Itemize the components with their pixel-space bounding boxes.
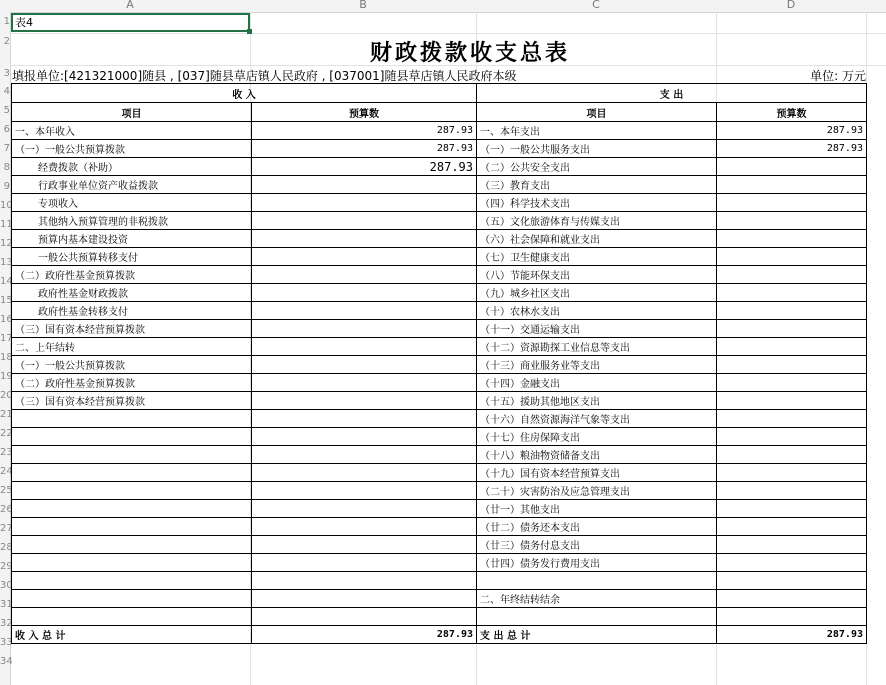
row-number[interactable]: 28	[0, 542, 13, 553]
row-number[interactable]: 17	[0, 333, 13, 344]
column-header-b[interactable]: B	[359, 0, 367, 11]
income-item-cell[interactable]: 其他纳入预算管理的非税拨款	[12, 212, 252, 230]
income-value-cell[interactable]: 287.93	[252, 158, 477, 176]
expense-item-cell[interactable]	[477, 608, 717, 626]
row-number[interactable]: 23	[0, 447, 13, 458]
expense-total-value[interactable]: 287.93	[717, 626, 867, 644]
row-number[interactable]: 16	[0, 314, 13, 325]
income-value-cell[interactable]	[252, 446, 477, 464]
section-header-row	[12, 84, 867, 103]
row-number[interactable]: 6	[3, 124, 10, 135]
income-value-cell[interactable]	[252, 212, 477, 230]
income-item-cell[interactable]: 二、上年结转	[12, 338, 252, 356]
income-value-cell[interactable]	[252, 572, 477, 590]
income-item-cell[interactable]: 政府性基金转移支付	[12, 302, 252, 320]
expense-item-cell[interactable]: （十七）住房保障支出	[477, 428, 717, 446]
expense-value-cell[interactable]	[717, 374, 867, 392]
income-item-cell[interactable]	[12, 464, 252, 482]
income-value-cell[interactable]	[252, 284, 477, 302]
expense-value-cell[interactable]	[717, 320, 867, 338]
income-value-cell[interactable]	[252, 302, 477, 320]
row-number[interactable]: 8	[3, 162, 10, 173]
expense-value-cell[interactable]	[717, 230, 867, 248]
column-header-a[interactable]: A	[126, 0, 134, 11]
expense-value-cell[interactable]	[717, 176, 867, 194]
expense-value-cell[interactable]: 287.93	[717, 140, 867, 158]
income-item-cell[interactable]	[12, 410, 252, 428]
income-total-value[interactable]: 287.93	[252, 626, 477, 644]
income-value-cell[interactable]	[252, 176, 477, 194]
expense-item-cell[interactable]: （十）农林水支出	[477, 302, 717, 320]
table-row	[12, 392, 867, 410]
income-item-cell[interactable]: 一般公共预算转移支付	[12, 248, 252, 266]
expense-item-cell[interactable]: 一、本年支出	[477, 122, 717, 140]
row-number[interactable]: 18	[0, 352, 13, 363]
expense-item-cell[interactable]: （二）公共安全支出	[477, 158, 717, 176]
table-row	[12, 302, 867, 320]
table-row	[12, 194, 867, 212]
expense-item-cell[interactable]	[477, 572, 717, 590]
expense-value-cell[interactable]	[717, 536, 867, 554]
income-item-header[interactable]: 项目	[12, 103, 252, 122]
expense-value-cell[interactable]	[717, 410, 867, 428]
table-row	[12, 554, 867, 572]
expense-value-cell[interactable]	[717, 212, 867, 230]
budget-table	[11, 83, 867, 644]
row-number[interactable]: 24	[0, 466, 13, 477]
income-value-cell[interactable]: 287.93	[252, 140, 477, 158]
expense-item-cell[interactable]: （十五）援助其他地区支出	[477, 392, 717, 410]
expense-value-cell[interactable]	[717, 284, 867, 302]
table-row	[12, 284, 867, 302]
income-value-cell[interactable]	[252, 320, 477, 338]
expense-item-cell[interactable]: （十四）金融支出	[477, 374, 717, 392]
row-number[interactable]: 2	[3, 36, 10, 47]
row-number[interactable]: 9	[3, 181, 10, 192]
income-item-cell[interactable]: （一）一般公共预算拨款	[12, 356, 252, 374]
expense-item-cell[interactable]: （廿三）债务付息支出	[477, 536, 717, 554]
expense-item-cell[interactable]: （廿二）债务还本支出	[477, 518, 717, 536]
income-value-cell[interactable]	[252, 482, 477, 500]
row-number[interactable]: 30	[0, 580, 13, 591]
expense-item-cell[interactable]: （廿四）债务发行费用支出	[477, 554, 717, 572]
row-number[interactable]: 26	[0, 504, 13, 515]
table-row	[12, 536, 867, 554]
income-item-cell[interactable]	[12, 500, 252, 518]
total-row	[12, 626, 867, 644]
expense-item-cell[interactable]: 二、年终结转结余	[477, 590, 717, 608]
expense-item-cell[interactable]: （廿一）其他支出	[477, 500, 717, 518]
row-number[interactable]: 1	[3, 16, 10, 27]
expense-item-cell[interactable]: （十二）资源勘探工业信息等支出	[477, 338, 717, 356]
income-budget-header[interactable]: 预算数	[252, 103, 477, 122]
income-value-cell[interactable]	[252, 590, 477, 608]
expense-value-cell[interactable]	[717, 428, 867, 446]
income-item-cell[interactable]: （二）政府性基金预算拨款	[12, 374, 252, 392]
table-row	[12, 176, 867, 194]
income-item-cell[interactable]: （三）国有资本经营预算拨款	[12, 392, 252, 410]
row-number[interactable]: 12	[0, 238, 13, 249]
expense-value-cell[interactable]	[717, 608, 867, 626]
table-row	[12, 590, 867, 608]
expense-value-cell[interactable]	[717, 392, 867, 410]
row-number[interactable]: 27	[0, 523, 13, 534]
expense-item-cell[interactable]: （六）社会保障和就业支出	[477, 230, 717, 248]
income-value-cell[interactable]	[252, 464, 477, 482]
table-row	[12, 230, 867, 248]
expense-item-cell[interactable]: （十八）粮油物资储备支出	[477, 446, 717, 464]
expense-value-cell[interactable]	[717, 554, 867, 572]
row-number[interactable]: 13	[0, 257, 13, 268]
expense-item-cell[interactable]: （一）一般公共服务支出	[477, 140, 717, 158]
income-value-cell[interactable]	[252, 410, 477, 428]
income-value-cell[interactable]	[252, 536, 477, 554]
row-number[interactable]: 7	[3, 143, 10, 154]
table-row	[12, 464, 867, 482]
row-number[interactable]: 19	[0, 371, 13, 382]
expense-item-cell[interactable]: （九）城乡社区支出	[477, 284, 717, 302]
income-value-cell[interactable]	[252, 194, 477, 212]
expense-budget-header[interactable]: 预算数	[717, 103, 867, 122]
expense-item-cell[interactable]: （十三）商业服务业等支出	[477, 356, 717, 374]
income-item-cell[interactable]	[12, 554, 252, 572]
expense-item-header[interactable]: 项目	[477, 103, 717, 122]
row-number[interactable]: 21	[0, 409, 13, 420]
expense-value-cell[interactable]	[717, 356, 867, 374]
row-number[interactable]: 10	[0, 200, 13, 211]
expense-item-cell[interactable]: （四）科学技术支出	[477, 194, 717, 212]
income-value-cell[interactable]	[252, 266, 477, 284]
expense-value-cell[interactable]	[717, 572, 867, 590]
row-number[interactable]: 14	[0, 276, 13, 287]
column-header-bar	[0, 0, 886, 13]
table-row	[12, 356, 867, 374]
expense-value-cell[interactable]	[717, 518, 867, 536]
income-value-cell[interactable]	[252, 248, 477, 266]
table-row	[12, 428, 867, 446]
grid-line	[10, 33, 886, 34]
table-row	[12, 410, 867, 428]
row-number[interactable]: 25	[0, 485, 13, 496]
income-value-cell[interactable]	[252, 554, 477, 572]
income-value-cell[interactable]	[252, 500, 477, 518]
table-row	[12, 482, 867, 500]
column-header-d[interactable]: D	[786, 0, 796, 11]
row-header-bar	[0, 12, 11, 685]
income-item-cell[interactable]	[12, 446, 252, 464]
expense-item-cell[interactable]: （十六）自然资源海洋气象等支出	[477, 410, 717, 428]
row-number[interactable]: 20	[0, 390, 13, 401]
expense-header[interactable]: 支 出	[477, 84, 867, 103]
income-item-cell[interactable]: 行政事业单位资产收益拨款	[12, 176, 252, 194]
row-number[interactable]: 15	[0, 295, 13, 306]
fill-unit-label: 填报单位:[421321000]随县 , [037]随县草店镇人民政府 , [037001]随县草店镇人民政府本级	[12, 69, 517, 83]
income-item-cell[interactable]: （三）国有资本经营预算拨款	[12, 320, 252, 338]
income-total-label[interactable]: 收 入 总 计	[12, 626, 252, 644]
page-title: 财政拨款收支总表	[369, 40, 570, 66]
income-item-cell[interactable]	[12, 536, 252, 554]
income-value-cell[interactable]	[252, 356, 477, 374]
income-item-cell[interactable]: 政府性基金财政拨款	[12, 284, 252, 302]
table-row	[12, 338, 867, 356]
expense-value-cell[interactable]	[717, 500, 867, 518]
expense-item-cell[interactable]: （八）节能环保支出	[477, 266, 717, 284]
table-row	[12, 266, 867, 284]
expense-value-cell[interactable]: 287.93	[717, 122, 867, 140]
income-item-cell[interactable]	[12, 572, 252, 590]
income-item-cell[interactable]: 一、本年收入	[12, 122, 252, 140]
table-row	[12, 320, 867, 338]
expense-value-cell[interactable]	[717, 464, 867, 482]
income-value-cell[interactable]	[252, 518, 477, 536]
income-item-cell[interactable]: 专项收入	[12, 194, 252, 212]
expense-value-cell[interactable]	[717, 302, 867, 320]
income-value-cell[interactable]	[252, 230, 477, 248]
expense-value-cell[interactable]	[717, 194, 867, 212]
table-row	[12, 248, 867, 266]
income-item-cell[interactable]: 预算内基本建设投资	[12, 230, 252, 248]
row-number[interactable]: 5	[3, 105, 10, 116]
row-number[interactable]: 31	[0, 599, 13, 610]
selected-cell-a1[interactable]: 表4	[11, 13, 250, 32]
income-value-cell[interactable]	[252, 374, 477, 392]
expense-value-cell[interactable]	[717, 266, 867, 284]
expense-item-cell[interactable]: （十九）国有资本经营预算支出	[477, 464, 717, 482]
income-value-cell[interactable]: 287.93	[252, 122, 477, 140]
row-number[interactable]: 33	[0, 637, 13, 648]
table-row	[12, 140, 867, 158]
expense-value-cell[interactable]	[717, 158, 867, 176]
expense-value-cell[interactable]	[717, 590, 867, 608]
table-row	[12, 518, 867, 536]
income-item-cell[interactable]	[12, 482, 252, 500]
income-item-cell[interactable]	[12, 428, 252, 446]
table-row	[12, 500, 867, 518]
unit-label: 单位: 万元	[810, 69, 866, 83]
table-row	[12, 608, 867, 626]
expense-item-cell[interactable]: （五）文化旅游体育与传媒支出	[477, 212, 717, 230]
income-item-cell[interactable]	[12, 518, 252, 536]
expense-item-cell[interactable]: （七）卫生健康支出	[477, 248, 717, 266]
income-value-cell[interactable]	[252, 392, 477, 410]
row-number[interactable]: 3	[3, 68, 10, 79]
column-header-c[interactable]: C	[592, 0, 600, 11]
expense-item-cell[interactable]: （三）教育支出	[477, 176, 717, 194]
table-row	[12, 158, 867, 176]
row-number[interactable]: 29	[0, 561, 13, 572]
expense-item-cell[interactable]: （十一）交通运输支出	[477, 320, 717, 338]
table-row	[12, 374, 867, 392]
income-item-cell[interactable]: （二）政府性基金预算拨款	[12, 266, 252, 284]
row-number[interactable]: 34	[0, 656, 13, 667]
column-title-row	[12, 103, 867, 122]
income-item-cell[interactable]	[12, 608, 252, 626]
income-item-cell[interactable]: （一）一般公共预算拨款	[12, 140, 252, 158]
expense-item-cell[interactable]: （二十）灾害防治及应急管理支出	[477, 482, 717, 500]
income-item-cell[interactable]	[12, 590, 252, 608]
table-row	[12, 122, 867, 140]
expense-value-cell[interactable]	[717, 446, 867, 464]
expense-value-cell[interactable]	[717, 482, 867, 500]
table-row	[12, 446, 867, 464]
row-number[interactable]: 4	[3, 86, 10, 97]
row-number[interactable]: 22	[0, 428, 13, 439]
income-value-cell[interactable]	[252, 338, 477, 356]
income-value-cell[interactable]	[252, 608, 477, 626]
expense-value-cell[interactable]	[717, 248, 867, 266]
income-header[interactable]: 收 入	[12, 84, 477, 103]
income-item-cell[interactable]: 经费拨款（补助）	[12, 158, 252, 176]
table-row	[12, 572, 867, 590]
expense-value-cell[interactable]	[717, 338, 867, 356]
expense-total-label[interactable]: 支 出 总 计	[477, 626, 717, 644]
income-value-cell[interactable]	[252, 428, 477, 446]
row-number[interactable]: 11	[0, 219, 13, 230]
row-number[interactable]: 32	[0, 618, 13, 629]
table-row	[12, 212, 867, 230]
